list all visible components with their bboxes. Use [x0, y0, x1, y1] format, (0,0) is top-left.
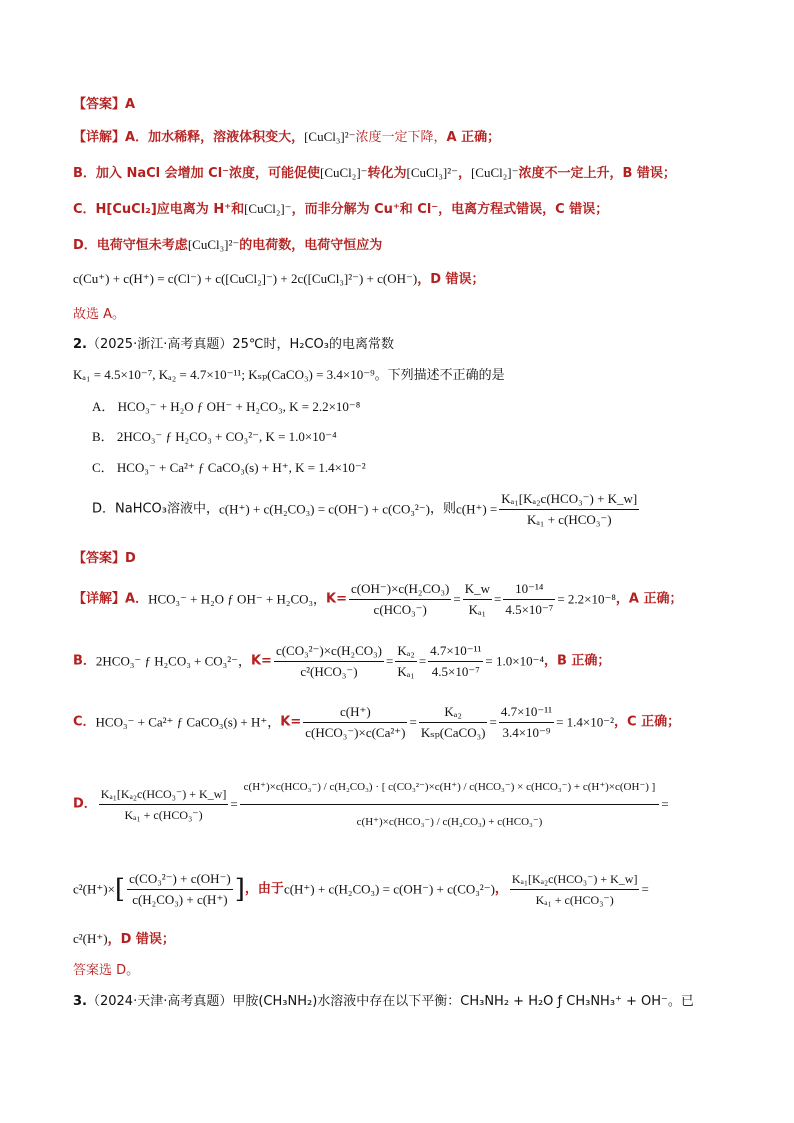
- equation: c(H⁺) + c(H₂CO₃) = c(OH⁻) + c(CO₃²⁻): [283, 881, 495, 897]
- option-text: C． HCO₃⁻ + Ca²⁺ ƒ CaCO₃(s) + H⁺, K = 1.4×10⁻²: [92, 460, 366, 475]
- fraction: [499, 490, 639, 529]
- option-label: C．: [73, 202, 96, 217]
- fraction: [463, 580, 492, 619]
- denominator: c(HCO₃⁻): [373, 602, 427, 617]
- equation: c(Cu⁺) + c(H⁺) = c(Cl⁻) + c([CuCl₂]⁻) + 2c([CuCl₃]²⁻) + c(OH⁻): [73, 271, 418, 286]
- verdict: ，A 正确；: [615, 591, 683, 607]
- species: [CuCl₂]⁻: [320, 165, 368, 180]
- fraction: [127, 870, 233, 909]
- big-fraction: [240, 770, 660, 839]
- answer-tag: 【答案】: [73, 97, 126, 112]
- q2-detail-d-line3: [73, 930, 175, 949]
- q2-answer-line: [73, 550, 136, 568]
- denominator: c(H⁺)×c(HCO₃⁻) / c(H₂CO₃) + c(HCO₃⁻): [356, 816, 543, 828]
- numerator: Kₐ₁[Kₐ₂c(HCO₃⁻) + K_w]: [510, 870, 640, 890]
- stem-text: 25℃时，H₂CO₃的电离常数: [232, 337, 394, 352]
- constants: Kₐ₁ = 4.5×10⁻⁷, Kₐ₂ = 4.7×10⁻¹¹; Kₛₚ(CaCO₃) = 3.4×10⁻⁹: [73, 367, 375, 382]
- equation: HCO₃⁻ + Ca²⁺ ƒ CaCO₃(s) + H⁺，: [95, 714, 281, 730]
- text: NaHCO₃溶液中，: [115, 501, 220, 517]
- denominator: Kₐ₁ + c(HCO₃⁻): [526, 512, 612, 527]
- q2-option-a: [92, 398, 360, 416]
- equation: c(H⁺) + c(H₂CO₃) = c(OH⁻) + c(CO₃²⁻): [219, 501, 430, 517]
- q2-detail-a: 【详解】A．HCO₃⁻ + H₂O ƒ OH⁻ + H₂CO₃，K= $\frac{\text{c(OH⁻)×c(H₂CO₃)}}{\text{c(HCO₃⁻)}}$ = $\frac{K\_w}{\text{Kₐ₁}}$ = $\frac{\text{10⁻¹⁴}}{\text{4.5×10⁻⁷}}$ = 2.2×10⁻⁸，A 正确；: [73, 581, 683, 617]
- species: [CuCl₃]²⁻: [406, 165, 458, 180]
- result: = 1.0×10⁻⁴: [485, 653, 544, 669]
- text: 的电荷数，电荷守恒应为: [239, 238, 383, 253]
- verdict: B 错误；: [622, 166, 676, 181]
- fraction: [503, 580, 555, 619]
- q2-stem-line1: [73, 336, 394, 354]
- q2-option-b: [92, 428, 337, 446]
- numerator: 4.7×10⁻¹¹: [428, 642, 483, 662]
- option-label: C．: [73, 714, 96, 730]
- species: [CuCl₃]²⁻: [187, 237, 240, 252]
- text: ，而非分解为 Cu⁺和 Cl⁻，电离方程式错误，: [291, 202, 556, 217]
- stem-text: 。下列描述不正确的是: [374, 368, 505, 383]
- detail-tag: 【详解】: [73, 130, 126, 145]
- option-label: A．: [125, 591, 149, 607]
- fraction: [395, 642, 416, 681]
- denominator: Kₐ₁: [468, 602, 487, 617]
- q1-detail-c: [73, 200, 608, 219]
- text: 电荷守恒未考虑: [96, 238, 188, 253]
- numerator: c(H⁺): [303, 703, 407, 723]
- k-label: K=: [280, 714, 302, 730]
- q2-detail-c: C．HCO₃⁻ + Ca²⁺ ƒ CaCO₃(s) + H⁺，K= $\frac{c(H^+)}{\text{c(HCO₃⁻)×c(Ca²⁺)}}$ = $\frac{\text{Kₐ₂}}{\text{Kₛₚ(CaCO₃)}}$ = $\frac{\text{4.7×10⁻¹¹}}{\text{3.4×10⁻⁹}}$ = 1.4×10⁻²，C 正确；: [73, 704, 681, 740]
- denominator: Kₐ₁ + c(HCO₃⁻): [535, 893, 614, 907]
- q1-detail-d: [73, 236, 382, 255]
- q1-detail-a: [73, 128, 500, 147]
- denominator: c(HCO₃⁻)×c(Ca²⁺): [305, 725, 406, 740]
- detail-a-text: A．加水稀释，溶液体积变大，: [125, 130, 305, 145]
- option-label: B．: [73, 653, 96, 669]
- text: 转化为: [367, 166, 407, 181]
- q1-choose: [73, 306, 125, 324]
- fraction: [499, 703, 554, 742]
- denominator: 3.4×10⁻⁹: [502, 725, 551, 740]
- option-label: B．: [73, 166, 96, 181]
- answer-tag: 【答案】: [73, 551, 126, 566]
- q3-stem: [73, 993, 694, 1011]
- text: 浓度不一定上升，: [518, 166, 623, 181]
- option-label: D．: [92, 501, 116, 517]
- fraction: [419, 703, 488, 742]
- verdict: A 正确；: [446, 130, 501, 145]
- species: [CuCl₃]²⁻: [304, 129, 356, 144]
- q2-detail-b: B．2HCO₃⁻ ƒ H₂CO₃ + CO₃²⁻，K= $\frac{\text{c(CO₃²⁻)×c(H₂CO₃)}}{\text{c²(HCO₃⁻)}}$ = $\frac{\text{Kₐ₂}}{\text{Kₐ₁}}$ = $\frac{\text{4.7×10⁻¹¹}}{\text{4.5×10⁻⁷}}$ = 1.0×10⁻⁴，B 正确；: [73, 643, 611, 679]
- denominator: 4.5×10⁻⁷: [505, 602, 554, 617]
- text: ，: [494, 881, 508, 897]
- expr: c²(H⁺)×: [73, 881, 115, 897]
- option-text: B． 2HCO₃⁻ ƒ H₂CO₃ + CO₃²⁻, K = 1.0×10⁻⁴: [92, 429, 337, 444]
- q2-detail-d: D． $\frac{\text{Kₐ₁[Kₐ₂c(HCO₃⁻) + K\_w]}}{\text{Kₐ₁ + c(HCO₃⁻)}}$ = c(H⁺)×c(HCO₃⁻) / c(H₂CO₃) · [ c(CO₃²⁻)×c(H⁺) / c(HCO₃⁻) × c(HCO₃⁻) + c(H⁺)×c(OH⁻) ] c(H⁺)×c(HCO₃⁻) / c(H₂CO₃) + c(HCO₃⁻) =: [73, 770, 669, 839]
- stem-text: 甲胺(CH₃NH₂)水溶液中存在以下平衡：CH₃NH₂ + H₂O ƒ CH₃NH₃⁺ + OH⁻。已: [232, 994, 694, 1009]
- q2-stem-line2: [73, 366, 505, 385]
- denominator: c(H₂CO₃) + c(H⁺): [132, 892, 228, 907]
- verdict: ，C 正确；: [614, 714, 681, 730]
- question-source: （2025·浙江·高考真题）: [86, 337, 233, 352]
- verdict: ，D 错误；: [107, 932, 175, 947]
- verdict: C 错误；: [555, 202, 609, 217]
- numerator: c(H⁺)×c(HCO₃⁻) / c(H₂CO₃) · [ c(CO₃²⁻)×c(H⁺) / c(HCO₃⁻) × c(HCO₃⁻) + c(H⁺)×c(OH⁻) ]: [240, 770, 660, 805]
- fraction: [349, 580, 451, 619]
- result: = 1.4×10⁻²: [556, 714, 615, 730]
- denominator: Kₐ₁: [397, 664, 415, 679]
- species: [CuCl₂]⁻: [244, 201, 292, 216]
- species: [CuCl₂]⁻: [470, 165, 519, 180]
- q2-choose: [73, 962, 139, 980]
- text: ，: [457, 166, 471, 181]
- equation: 2HCO₃⁻ ƒ H₂CO₃ + CO₃²⁻，: [95, 653, 251, 669]
- detail-tag: 【详解】: [73, 591, 126, 607]
- expr: c²(H⁺): [73, 931, 108, 946]
- question-number: 2.: [73, 337, 87, 352]
- verdict: ，B 正确；: [543, 653, 611, 669]
- fraction: [428, 642, 483, 681]
- numerator: c(OH⁻)×c(H₂CO₃): [349, 580, 451, 600]
- numerator: 4.7×10⁻¹¹: [499, 703, 554, 723]
- numerator: 10⁻¹⁴: [503, 580, 555, 600]
- numerator: Kₐ₁[Kₐ₂c(HCO₃⁻) + K_w]: [499, 490, 639, 510]
- fraction: [303, 703, 407, 742]
- numerator: Kₐ₂: [419, 703, 488, 723]
- conclusion: 故选 A。: [73, 307, 126, 322]
- k-label: K=: [250, 653, 272, 669]
- numerator: c(CO₃²⁻) + c(OH⁻): [127, 870, 233, 890]
- question-source: （2024·天津·高考真题）: [86, 994, 233, 1009]
- text: H[CuCl₂]应电离为 H⁺和: [95, 202, 245, 217]
- conclusion: 答案选 D。: [73, 963, 140, 978]
- q2-option-d: [92, 490, 641, 529]
- q2-detail-d-line2: c²(H⁺)×[ $\frac{\text{c(CO₃²⁻) + c(OH⁻)}}{\text{c(H₂CO₃) + c(H⁺)}}$ ]，由于c(H⁺) + c(H₂CO₃) = c(OH⁻) + c(CO₃²⁻)， $\frac{\text{Kₐ₁[Kₐ₂c(HCO₃⁻) + K\_w]}}{\text{Kₐ₁ + c(HCO₃⁻)}}$ =: [73, 871, 649, 907]
- option-label: D．: [73, 796, 97, 812]
- denominator: c²(HCO₃⁻): [300, 664, 358, 679]
- text: ，则: [429, 501, 456, 517]
- text: 加入 NaCl 会增加 Cl⁻浓度，可能促使: [95, 166, 321, 181]
- verdict: ，D 错误；: [417, 272, 485, 287]
- numerator: Kₐ₂: [395, 642, 416, 662]
- fraction: [99, 785, 229, 824]
- q1-charge-balance: [73, 270, 485, 289]
- answer-value: A: [125, 97, 136, 112]
- text: ，由于: [244, 881, 284, 897]
- question-number: 3.: [73, 994, 87, 1009]
- result: = 2.2×10⁻⁸: [557, 591, 616, 607]
- answer-value: D: [125, 551, 136, 566]
- detail-a-tail: 浓度一定下降，: [355, 130, 447, 145]
- option-text: A． HCO₃⁻ + H₂O ƒ OH⁻ + H₂CO₃, K = 2.2×10⁻⁸: [92, 399, 361, 414]
- numerator: K_w: [463, 580, 492, 600]
- denominator: Kₛₚ(CaCO₃): [420, 725, 486, 740]
- equation: HCO₃⁻ + H₂O ƒ OH⁻ + H₂CO₃，: [148, 591, 327, 607]
- q1-detail-b: [73, 164, 676, 183]
- k-label: K=: [326, 591, 348, 607]
- denominator: Kₐ₁ + c(HCO₃⁻): [124, 808, 203, 822]
- q1-answer-line: [73, 96, 135, 114]
- option-label: D．: [73, 238, 97, 253]
- numerator: Kₐ₁[Kₐ₂c(HCO₃⁻) + K_w]: [99, 785, 229, 805]
- fraction: [274, 642, 384, 681]
- fraction: [510, 870, 640, 909]
- q2-option-c: [92, 459, 366, 477]
- denominator: 4.5×10⁻⁷: [431, 664, 480, 679]
- equation: c(H⁺) =: [456, 501, 498, 517]
- numerator: c(CO₃²⁻)×c(H₂CO₃): [274, 642, 384, 662]
